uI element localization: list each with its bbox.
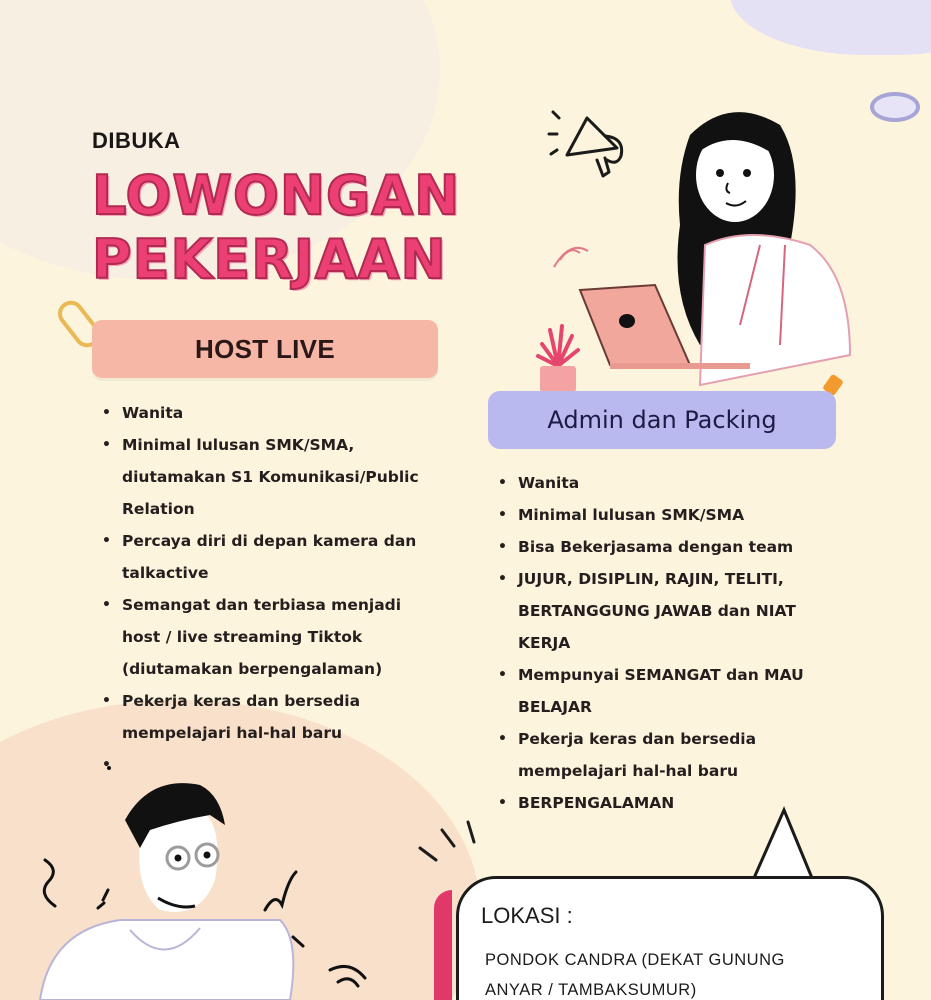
speech-bubble-tail — [750, 806, 820, 882]
title-line-1: LOWONGAN — [92, 164, 461, 227]
location-bubble — [440, 850, 870, 1000]
list-item: • BERPENGALAMAN — [496, 787, 836, 819]
list-item: • Bisa Bekerjasama dengan team — [496, 531, 836, 563]
host-live-requirements — [100, 397, 440, 781]
list-item: • Semangat dan terbiasa menjadi host / live streaming Tiktok (diutamakan berpengalaman) — [100, 589, 440, 685]
plant-icon — [532, 320, 584, 394]
list-item: • Minimal lulusan SMK/SMA, diutamakan S1 Komunikasi/Public Relation — [100, 429, 440, 525]
location-label: LOKASI : — [481, 903, 573, 928]
location-address: PONDOK CANDRA (DEKAT GUNUNG ANYAR / TAMBAKSUMUR) — [485, 951, 785, 999]
location-accent-edge — [434, 890, 452, 1000]
eyebrow-text: DIBUKA — [92, 128, 181, 153]
list-item: • Minimal lulusan SMK/SMA — [496, 499, 836, 531]
ring-decoration — [870, 92, 920, 122]
background-blob — [730, 0, 931, 55]
list-item: • Pekerja keras dan bersedia mempelajari hal-hal baru — [496, 723, 836, 787]
position-title: HOST LIVE — [195, 333, 335, 364]
man-with-glasses-illustration — [0, 760, 400, 1000]
headline — [92, 128, 460, 292]
list-item: • Percaya diri di depan kamera dan talkactive — [100, 525, 440, 589]
list-item: • JUJUR, DISIPLIN, RAJIN, TELITI, BERTANGGUNG JAWAB dan NIAT KERJA — [496, 563, 836, 659]
admin-packing-requirements — [496, 467, 836, 819]
position-banner-host-live — [92, 320, 438, 378]
list-item: • Wanita — [496, 467, 836, 499]
location-card — [456, 876, 884, 1000]
list-item: • Pekerja keras dan bersedia mempelajari hal-hal baru — [100, 685, 440, 749]
list-item: • Wanita — [100, 397, 440, 429]
position-title: Admin dan Packing — [547, 406, 777, 434]
title-line-2: PEKERJAAN — [92, 228, 447, 291]
list-item: • Mempunyai SEMANGAT dan MAU BELAJAR — [496, 659, 836, 723]
position-banner-admin-packing — [488, 391, 836, 449]
